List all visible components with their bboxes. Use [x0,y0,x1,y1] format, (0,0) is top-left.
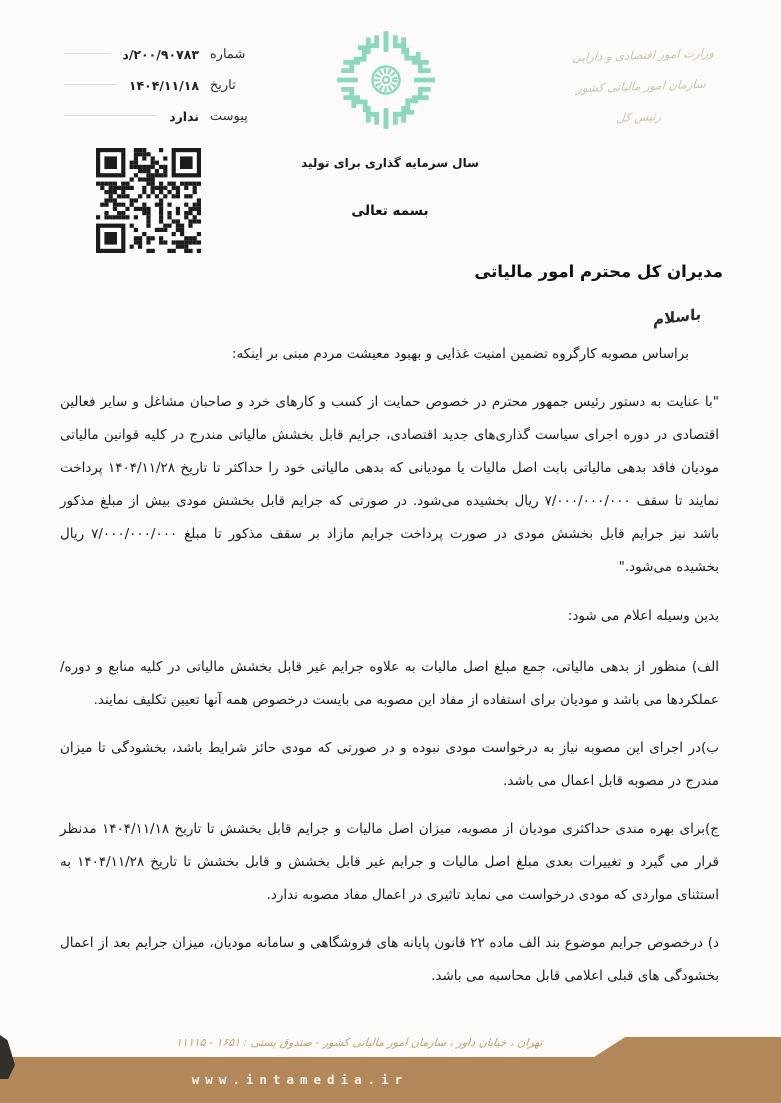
letter-body [60,338,719,1008]
footer-address: تهران ، خیابان داور ، سازمان امور مالیاتی کشور - صندوق پستی : ۱۶۵۱ - ۱۱۱۱۵ [175,1036,544,1049]
ministry-line-2: سازمان امور مالیاتی کشور [575,76,707,96]
qr-code [96,148,201,253]
meta-rule-line [64,114,157,116]
quote-paragraph: "با عنایت به دستور رئیس جمهور محترم در خصوص حمایت از کسب و کارهای خرد و صاحبان مشاغل و سایر فعالین اقتصادی در دوره اجرای سیاست گذاری‌های جدید اقتصادی، جرایم قابل بخشش مالیاتی مندرج در کلیه قوانین مالیاتی مودیان فاقد بدهی مالیاتی بابت اصل مالیات یا مودیانی که بدهی مالیاتی خود را حداکثر تا تاریخ ۱۴۰۴/۱۱/۲۸ پرداخت نمایند تا سقف ۷/۰۰۰/۰۰۰/۰۰۰ ریال بخشیده می‌شود. در صورتی که جرایم قابل بخشش مودی بیش از مبلغ مذکور باشد نیز جرایم قابل بخشش مودی در صورت پرداخت جرایم مازاد بر سقف مذکور تا مبلغ ۷/۰۰۰/۰۰۰/۰۰۰ ریال بخشیده می‌شود." [60,394,719,575]
ministry-line-1: وزارت امور اقتصادی و دارایی [571,45,715,65]
clause-alef: الف) منظور از بدهی مالیاتی، جمع مبلغ اصل مالیات به علاوه جرایم غیر قابل بخشش مالیاتی در کلیه منابع و دوره/عملکردها می باشد و مودیان برای استفاده از مفاد این مصوبه می بایست درخصوص همه آنها تعیین تکلیف نمایند. [60,659,719,708]
doc-date-value: ۱۴۰۴/۱۱/۱۸ [128,77,199,93]
intro-paragraph: براساس مصوبه کارگروه تضمین امنیت غذایی و بهبود معیشت مردم مبنی بر اینکه: [231,346,689,362]
doc-date-label: تاریخ [207,77,237,93]
announce-line: بدین وسیله اعلام می شود: [567,608,719,624]
besmele-text: بسمه تعالی [351,203,429,219]
clause-be: ب)در اجرای این مصوبه نیاز به درخواست مودی نبوده و در صورتی که مودی حائز شرایط باشد، بخشودگی تا میزان مندرج در مصوبه قابل اعمال می باشد. [60,740,719,789]
ministry-line-3: رئیس کل [615,109,662,125]
doc-number-row [60,44,261,64]
website-text: www.intamedia.ir [191,1072,409,1087]
year-slogan: سال سرمایه گذاری برای تولید [301,156,479,170]
clause-dal: د) درخصوص جرایم موضوع بند الف ماده ۲۲ قانون پایانه های فروشگاهی و سامانه مودیان، میزان جرایم بعد از اعمال بخشودگی های قبلی اعلامی قابل محاسبه می باشد. [60,935,719,984]
document-meta [60,44,261,137]
footer-band-tab [591,1037,781,1059]
clause-jim: ج)برای بهره مندی حداکثری مودیان از مصوبه، میزان اصل مالیات و جرایم قابل بخشش تا تاریخ ۱۴۰۴/۱۱/۱۸ مدنظر قرار می گیرد و تغییرات بعدی مبلغ اصل مالیات و جرایم غیر قابل بخشش و قابل بخشش تا تاریخ ۱۴۰۴/۱۱/۲۸ به استثنای مواردی که مودی درخواست می نماید تاثیری در اعمال مفاد مصوبه ندارد. [60,821,720,903]
ministry-letterhead [531,36,750,136]
meta-rule-line [64,52,110,54]
meta-rule-line [64,83,117,85]
doc-attachment-row [60,106,261,126]
doc-attachment-value: ندارد [169,108,199,124]
salutation-script: باسلام [652,304,701,330]
doc-number-label: شماره [207,46,247,62]
recipient-title: مدیران کل محترم امور مالیاتی [474,262,723,281]
doc-attachment-label: پیوست [207,108,249,124]
doc-date-row [60,75,261,95]
inta-logo-icon [334,28,438,132]
doc-number-value: ۲۰۰/۹۰۷۸۳/د [122,46,199,62]
